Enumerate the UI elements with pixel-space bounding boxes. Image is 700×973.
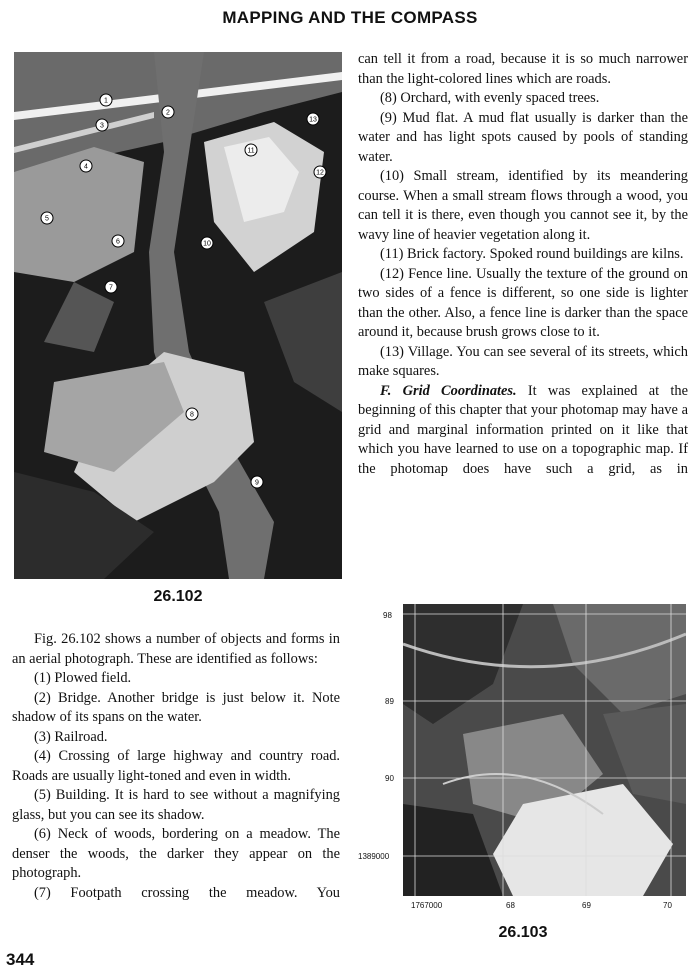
aerial-photo-26-102 — [14, 52, 342, 579]
list-item: (3) Railroad. — [34, 728, 108, 745]
marker-8 — [186, 408, 198, 420]
list-item: (5) Building. It is hard to see without a magnifying glass, but you can see its shadow. — [12, 787, 340, 823]
grid-label-x: 68 — [506, 901, 515, 910]
grid-label-y: 1389000 — [358, 852, 390, 861]
svg-text:4: 4 — [84, 163, 88, 171]
list-item: (11) Brick factory. Spoked round buildings are kilns. — [380, 246, 684, 262]
section-text: It was explained at the beginning of this chapter that your photomap may have a grid and marginal information printed on it like that which you have learned to use on a topographic map. If the photomap does have such a grid, as in — [358, 382, 688, 477]
marker-10 — [201, 237, 213, 249]
marker-7 — [105, 281, 117, 293]
gridded-photomap-26-103 — [403, 604, 686, 896]
list-item: (1) Plowed field. — [34, 670, 132, 686]
photo-markers — [14, 52, 342, 579]
marker-4 — [80, 160, 92, 172]
right-text-column — [358, 50, 688, 479]
marker-11 — [245, 144, 257, 156]
marker-9 — [251, 476, 263, 488]
section-paragraph — [358, 382, 688, 480]
svg-text:3: 3 — [100, 122, 104, 130]
grid-label-x: 70 — [663, 901, 672, 910]
list-item: (4) Crossing of large highway and country road. Roads are usually light-toned and even in width. — [12, 748, 340, 784]
marker-1 — [100, 94, 112, 106]
list-item: (8) Orchard, with evenly spaced trees. — [380, 90, 600, 106]
list-item: (13) Village. You can see several of its streets, which make squares. — [358, 343, 688, 379]
svg-text:6: 6 — [116, 238, 120, 246]
figure-caption-26-103: 26.103 — [498, 924, 548, 941]
marker-13 — [307, 113, 319, 125]
svg-text:11: 11 — [247, 147, 255, 155]
grid-label-y: 90 — [385, 774, 394, 783]
grid-label-x: 69 — [582, 901, 591, 910]
svg-text:8: 8 — [190, 411, 194, 419]
list-item: (2) Bridge. Another bridge is just below it. Note shadow of its spans on the water. — [12, 689, 340, 725]
marker-6 — [112, 235, 124, 247]
svg-text:1: 1 — [104, 97, 108, 105]
marker-2 — [162, 106, 174, 118]
marker-5 — [41, 212, 53, 224]
svg-text:5: 5 — [45, 215, 49, 223]
figure-caption-26-102: 26.102 — [153, 588, 203, 605]
grid-label-x: 1767000 — [411, 901, 443, 910]
running-header: MAPPING AND THE COMPASS — [222, 8, 478, 27]
list-item: (7) Footpath crossing the meadow. You — [34, 884, 340, 901]
list-item: (9) Mud flat. A mud flat usually is darker than the water and has light spots caused by pools of standing water. — [358, 109, 688, 165]
svg-text:2: 2 — [166, 109, 170, 117]
page-number: 344 — [6, 950, 35, 969]
svg-text:7: 7 — [109, 284, 113, 292]
svg-text:13: 13 — [309, 116, 317, 124]
section-title: F. Grid Coordinates. — [380, 382, 517, 399]
marker-12 — [314, 166, 326, 178]
svg-text:9: 9 — [255, 479, 259, 487]
grid-label-y: 89 — [385, 697, 394, 706]
paragraph-continuation: can tell it from a road, because it is so much narrower than the light-colored lines which are roads. — [358, 51, 688, 87]
svg-text:10: 10 — [203, 240, 211, 248]
list-item: (6) Neck of woods, bordering on a meadow. The denser the woods, the darker they appear on the photograph. — [12, 826, 340, 881]
left-text-column — [12, 630, 340, 903]
paragraph: Fig. 26.102 shows a number of objects and forms in an aerial photograph. These are identified as follows: — [12, 631, 340, 667]
list-item: (12) Fence line. Usually the texture of the ground on two sides of a fence is different, so one side is lighter than the other. Also, a fence line is darker than the space around it, because brush grows close to it. — [358, 265, 688, 340]
svg-text:12: 12 — [316, 169, 324, 177]
photomap-image — [403, 604, 686, 896]
marker-3 — [96, 119, 108, 131]
grid-label-y: 98 — [383, 611, 392, 620]
list-item: (10) Small stream, identified by its meandering course. When a small stream flows through a wood, you can tell it is there, even though you cannot see it, by the wavy line of heavier vegetation along it. — [358, 168, 688, 243]
